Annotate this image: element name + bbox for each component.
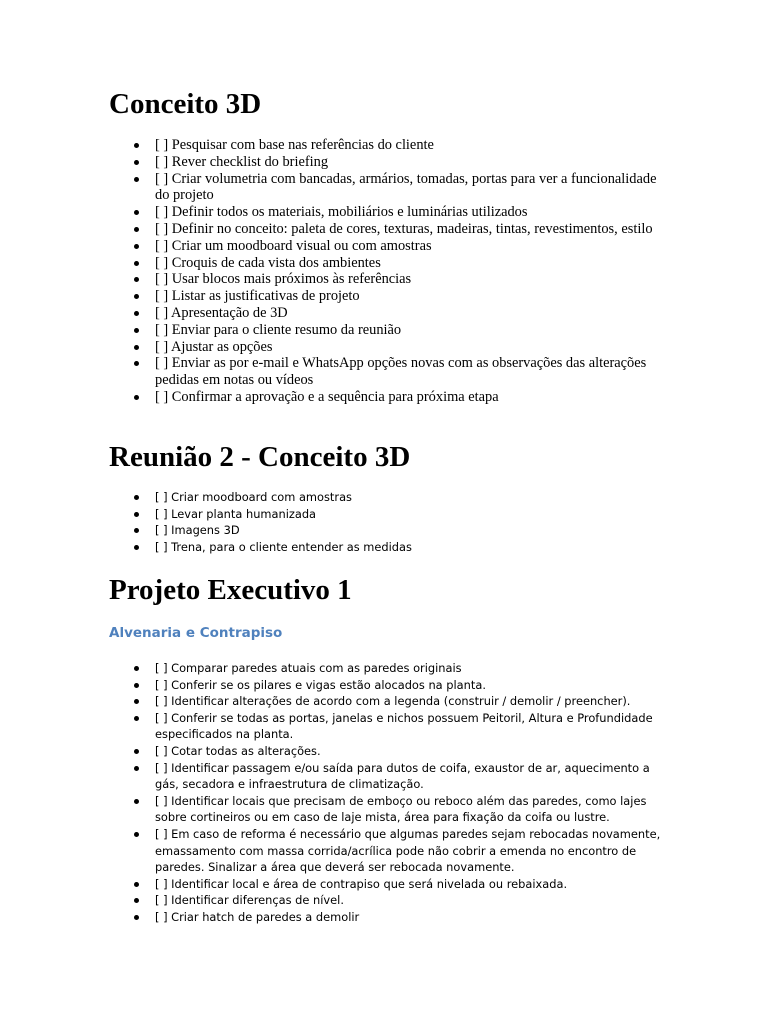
section-title-reuniao-2: Reunião 2 - Conceito 3D [109, 441, 411, 473]
list-item: [ ] Usar blocos mais próximos às referências [0, 271, 660, 288]
subsection-title-alvenaria: Alvenaria e Contrapiso [109, 625, 283, 641]
list-item: [ ] Pesquisar com base nas referências do cliente [0, 137, 660, 154]
checklist-reuniao-2 [0, 489, 665, 555]
list-item: [ ] Croquis de cada vista dos ambientes [0, 255, 660, 272]
list-item: [ ] Rever checklist do briefing [0, 154, 660, 171]
list-item: [ ] Confirmar a aprovação e a sequência para próxima etapa [0, 389, 660, 406]
list-item: [ ] Identificar diferenças de nível. [0, 892, 665, 909]
checklist-projeto-executivo-1 [0, 660, 665, 926]
list-item: [ ] Definir no conceito: paleta de cores, texturas, madeiras, tintas, revestimentos, estilo [0, 221, 660, 238]
list-item: [ ] Identificar local e área de contrapiso que será nivelada ou rebaixada. [0, 876, 665, 893]
list-item: [ ] Trena, para o cliente entender as medidas [0, 539, 665, 556]
list-item: [ ] Criar volumetria com bancadas, armários, tomadas, portas para ver a funcionalidade do projeto [0, 171, 660, 205]
checklist-conceito-3d [0, 137, 660, 406]
list-item: [ ] Cotar todas as alterações. [0, 743, 665, 760]
list-item: [ ] Conferir se os pilares e vigas estão alocados na planta. [0, 677, 665, 694]
list-item: [ ] Em caso de reforma é necessário que algumas paredes sejam rebocadas novamente, emassamento com massa corrida/acrílica pode não cobrir a emenda no encontro de paredes. Sinalizar a área que deverá ser rebocada novamente. [0, 826, 665, 876]
list-item: [ ] Levar planta humanizada [0, 506, 665, 523]
list-item: [ ] Comparar paredes atuais com as paredes originais [0, 660, 665, 677]
list-item: [ ] Enviar para o cliente resumo da reunião [0, 322, 660, 339]
list-item: [ ] Listar as justificativas de projeto [0, 288, 660, 305]
list-item: [ ] Apresentação de 3D [0, 305, 660, 322]
list-item: [ ] Identificar alterações de acordo com a legenda (construir / demolir / preencher). [0, 693, 665, 710]
list-item: [ ] Criar moodboard com amostras [0, 489, 665, 506]
section-title-conceito-3d: Conceito 3D [109, 88, 262, 120]
list-item: [ ] Ajustar as opções [0, 339, 660, 356]
list-item: [ ] Criar hatch de paredes a demolir [0, 909, 665, 926]
list-item: [ ] Conferir se todas as portas, janelas e nichos possuem Peitoril, Altura e Profundidade especificados na planta. [0, 710, 665, 743]
list-item: [ ] Imagens 3D [0, 522, 665, 539]
list-item: [ ] Identificar passagem e/ou saída para dutos de coifa, exaustor de ar, aquecimento a gás, secadora e infraestrutura de climatização. [0, 760, 665, 793]
list-item: [ ] Enviar as por e-mail e WhatsApp opções novas com as observações das alterações pedidas em notas ou vídeos [0, 355, 660, 389]
list-item: [ ] Definir todos os materiais, mobiliários e luminárias utilizados [0, 204, 660, 221]
list-item: [ ] Identificar locais que precisam de emboço ou reboco além das paredes, como lajes sobre cortineiros ou em caso de laje mista, área para fixação da coifa ou lustre. [0, 793, 665, 826]
section-title-projeto-executivo-1: Projeto Executivo 1 [109, 574, 352, 606]
list-item: [ ] Criar um moodboard visual ou com amostras [0, 238, 660, 255]
